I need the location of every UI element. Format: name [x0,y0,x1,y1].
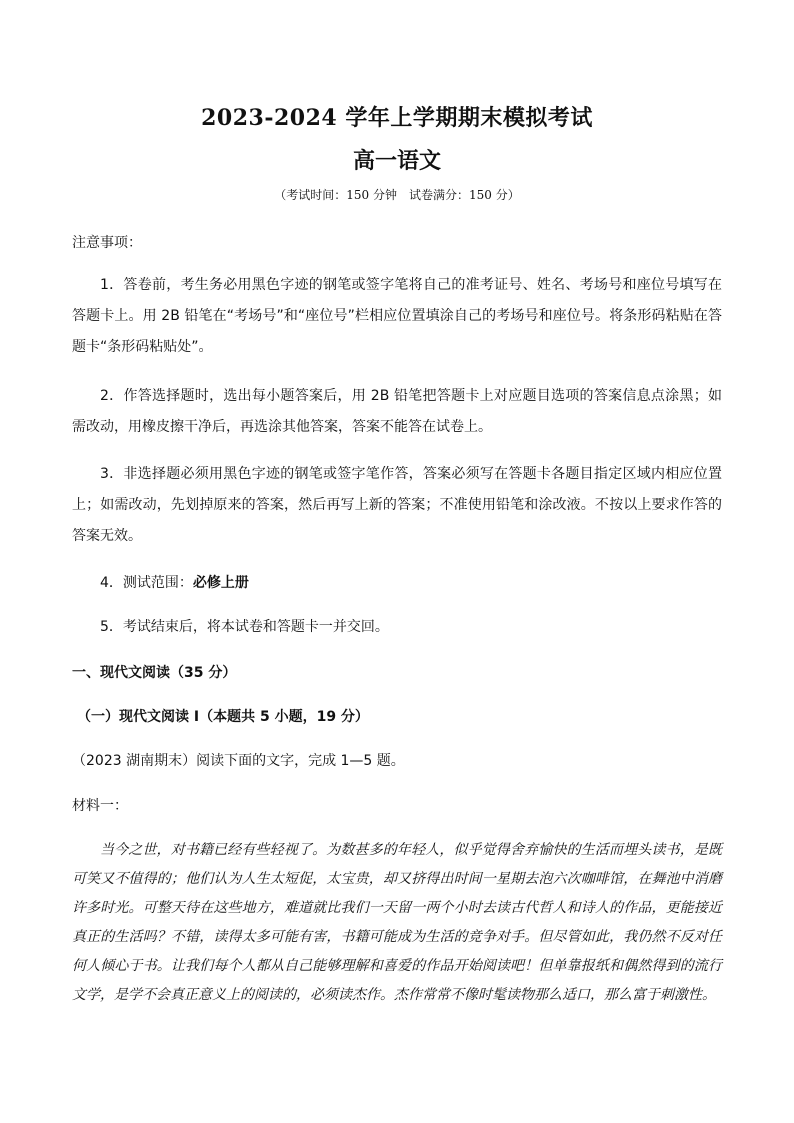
exam-time: （考试时间：150 分钟 [274,188,397,202]
notice-item-2: 2．作答选择题时，选出每小题答案后，用 2B 铅笔把答题卡上对应题目选项的答案信息点涂黑；如需改动，用橡皮擦干净后，再选涂其他答案，答案不能答在试卷上。 [72,388,722,435]
notice-heading: 注意事项： [72,235,142,251]
question-source: （2023 湖南期末）阅读下面的文字，完成 1—5 题。 [72,753,405,769]
notice-item-1: 1．答卷前，考生务必用黑色字迹的钢笔或签字笔将自己的准考证号、姓名、考场号和座位号填写在答题卡上。用 2B 铅笔在“考场号”和“座位号”栏相应位置填涂自己的考场号和座位号。将条形码粘贴在答题卡“条形码粘贴处”。 [72,277,722,355]
exam-score: 试卷满分：150 分） [409,188,520,202]
reading-passage: 当今之世，对书籍已经有些轻视了。为数甚多的年轻人，似乎觉得舍弃愉快的生活而埋头读书，是既可笑又不值得的；他们认为人生太短促，太宝贵，却又挤得出时间一星期去泡六次咖啡馆，在舞池中消磨许多时光。可整天待在这些地方，难道就比我们一天留一两个小时去读古代哲人和诗人的作品，更能接近真正的生活吗？不错，读得太多可能有害，书籍可能成为生活的竞争对手。但尽管如此，我仍然不反对任何人倾心于书。让我们每个人都从自己能够理解和喜爱的作品开始阅读吧！但单靠报纸和偶然得到的流行文学，是学不会真正意义上的阅读的，必须读杰作。杰作常常不像时髦读物那么适口，那么富于刺激性。 [72,842,722,1003]
exam-meta [0,186,794,203]
notice-item-4-prefix: 4．测试范围： [100,575,193,591]
exam-subject: 高一语文 [352,148,441,174]
material-label: 材料一： [72,798,128,814]
notice-item-5: 5．考试结束后，将本试卷和答题卡一并交回。 [100,619,389,635]
notice-item-4-value: 必修上册 [192,575,249,591]
section-heading: 一、现代文阅读（35 分） [72,665,237,681]
subsection-heading: （一）现代文阅读 I（本题共 5 小题，19 分） [77,709,369,725]
notice-item-4 [72,568,722,599]
exam-title: 2023-2024 学年上学期期末模拟考试 [201,105,593,131]
notice-item-3: 3．非选择题必须用黑色字迹的钢笔或签字笔作答，答案必须写在答题卡各题目指定区域内相应位置上；如需改动，先划掉原来的答案，然后再写上新的答案；不准使用铅笔和涂改液。不按以上要求作答的答案无效。 [72,466,722,544]
